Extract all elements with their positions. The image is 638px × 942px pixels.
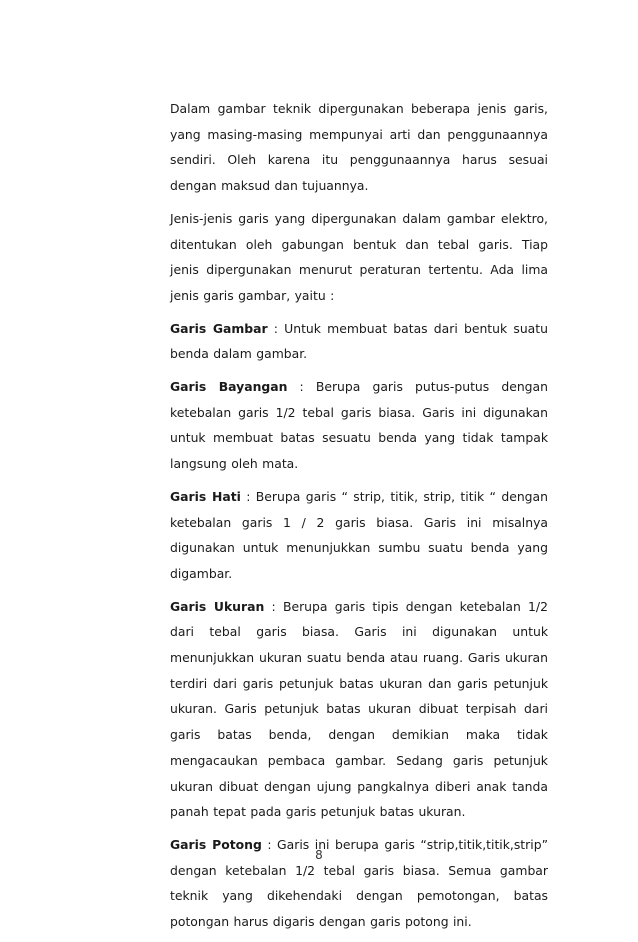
paragraph-garis-bayangan: Garis Bayangan : Berupa garis putus-putus dengan ketebalan garis 1/2 tebal garis biasa. Garis ini digunakan untuk membuat batas sesuatu benda yang tidak tampak langsung oleh mata. — [170, 379, 548, 472]
term-garis-ukuran: Garis Ukuran — [170, 598, 265, 614]
paragraph-garis-potong: Garis Potong : Garis ini berupa garis “strip,titik,titik,strip” dengan ketebalan 1/2 tebal garis biasa. Semua gambar teknik yang dikehendaki dengan pemotongan, batas potongan harus digaris dengan garis potong ini. — [170, 836, 548, 930]
term-garis-hati: Garis Hati — [170, 488, 241, 504]
term-garis-potong: Garis Potong — [170, 836, 262, 852]
paragraph-jenis-garis: Jenis-jenis garis yang dipergunakan dalam gambar elektro, ditentukan oleh gabungan bentuk dan tebal garis. Tiap jenis dipergunakan menurut peraturan tertentu. Ada lima jenis garis gambar, yaitu : — [170, 210, 548, 303]
page-number: 8 — [315, 848, 323, 862]
term-garis-gambar: Garis Gambar — [170, 320, 268, 336]
paragraph-garis-gambar: Garis Gambar : Untuk membuat batas dari bentuk suatu benda dalam gambar. — [170, 320, 548, 362]
document-body — [170, 96, 548, 942]
paragraph-garis-ukuran: Garis Ukuran : Berupa garis tipis dengan ketebalan 1/2 dari tebal garis biasa. Garis ini digunakan untuk menunjukkan ukuran suatu benda atau ruang. Garis ukuran terdiri dari garis petunjuk batas ukuran dan garis petunjuk ukuran. Garis petunjuk batas ukuran dibuat terpisah dari garis batas benda, dengan demikian maka tidak mengacaukan pembaca gambar. Sedang garis petunjuk ukuran dibuat dengan ujung pangkalnya diberi anak tanda panah tepat pada garis petunjuk batas ukuran. — [170, 598, 548, 820]
paragraph-intro: Dalam gambar teknik dipergunakan beberapa jenis garis, yang masing-masing mempunyai arti dan penggunaannya sendiri. Oleh karena itu penggunaannya harus sesuai dengan maksud dan tujuannya. — [170, 101, 548, 194]
paragraph-garis-hati: Garis Hati : Berupa garis “ strip, titik, strip, titik “ dengan ketebalan garis 1 / 2 garis biasa. Garis ini misalnya digunakan untuk menunjukkan sumbu suatu benda yang digambar. — [170, 488, 548, 581]
term-garis-bayangan: Garis Bayangan — [170, 379, 288, 395]
